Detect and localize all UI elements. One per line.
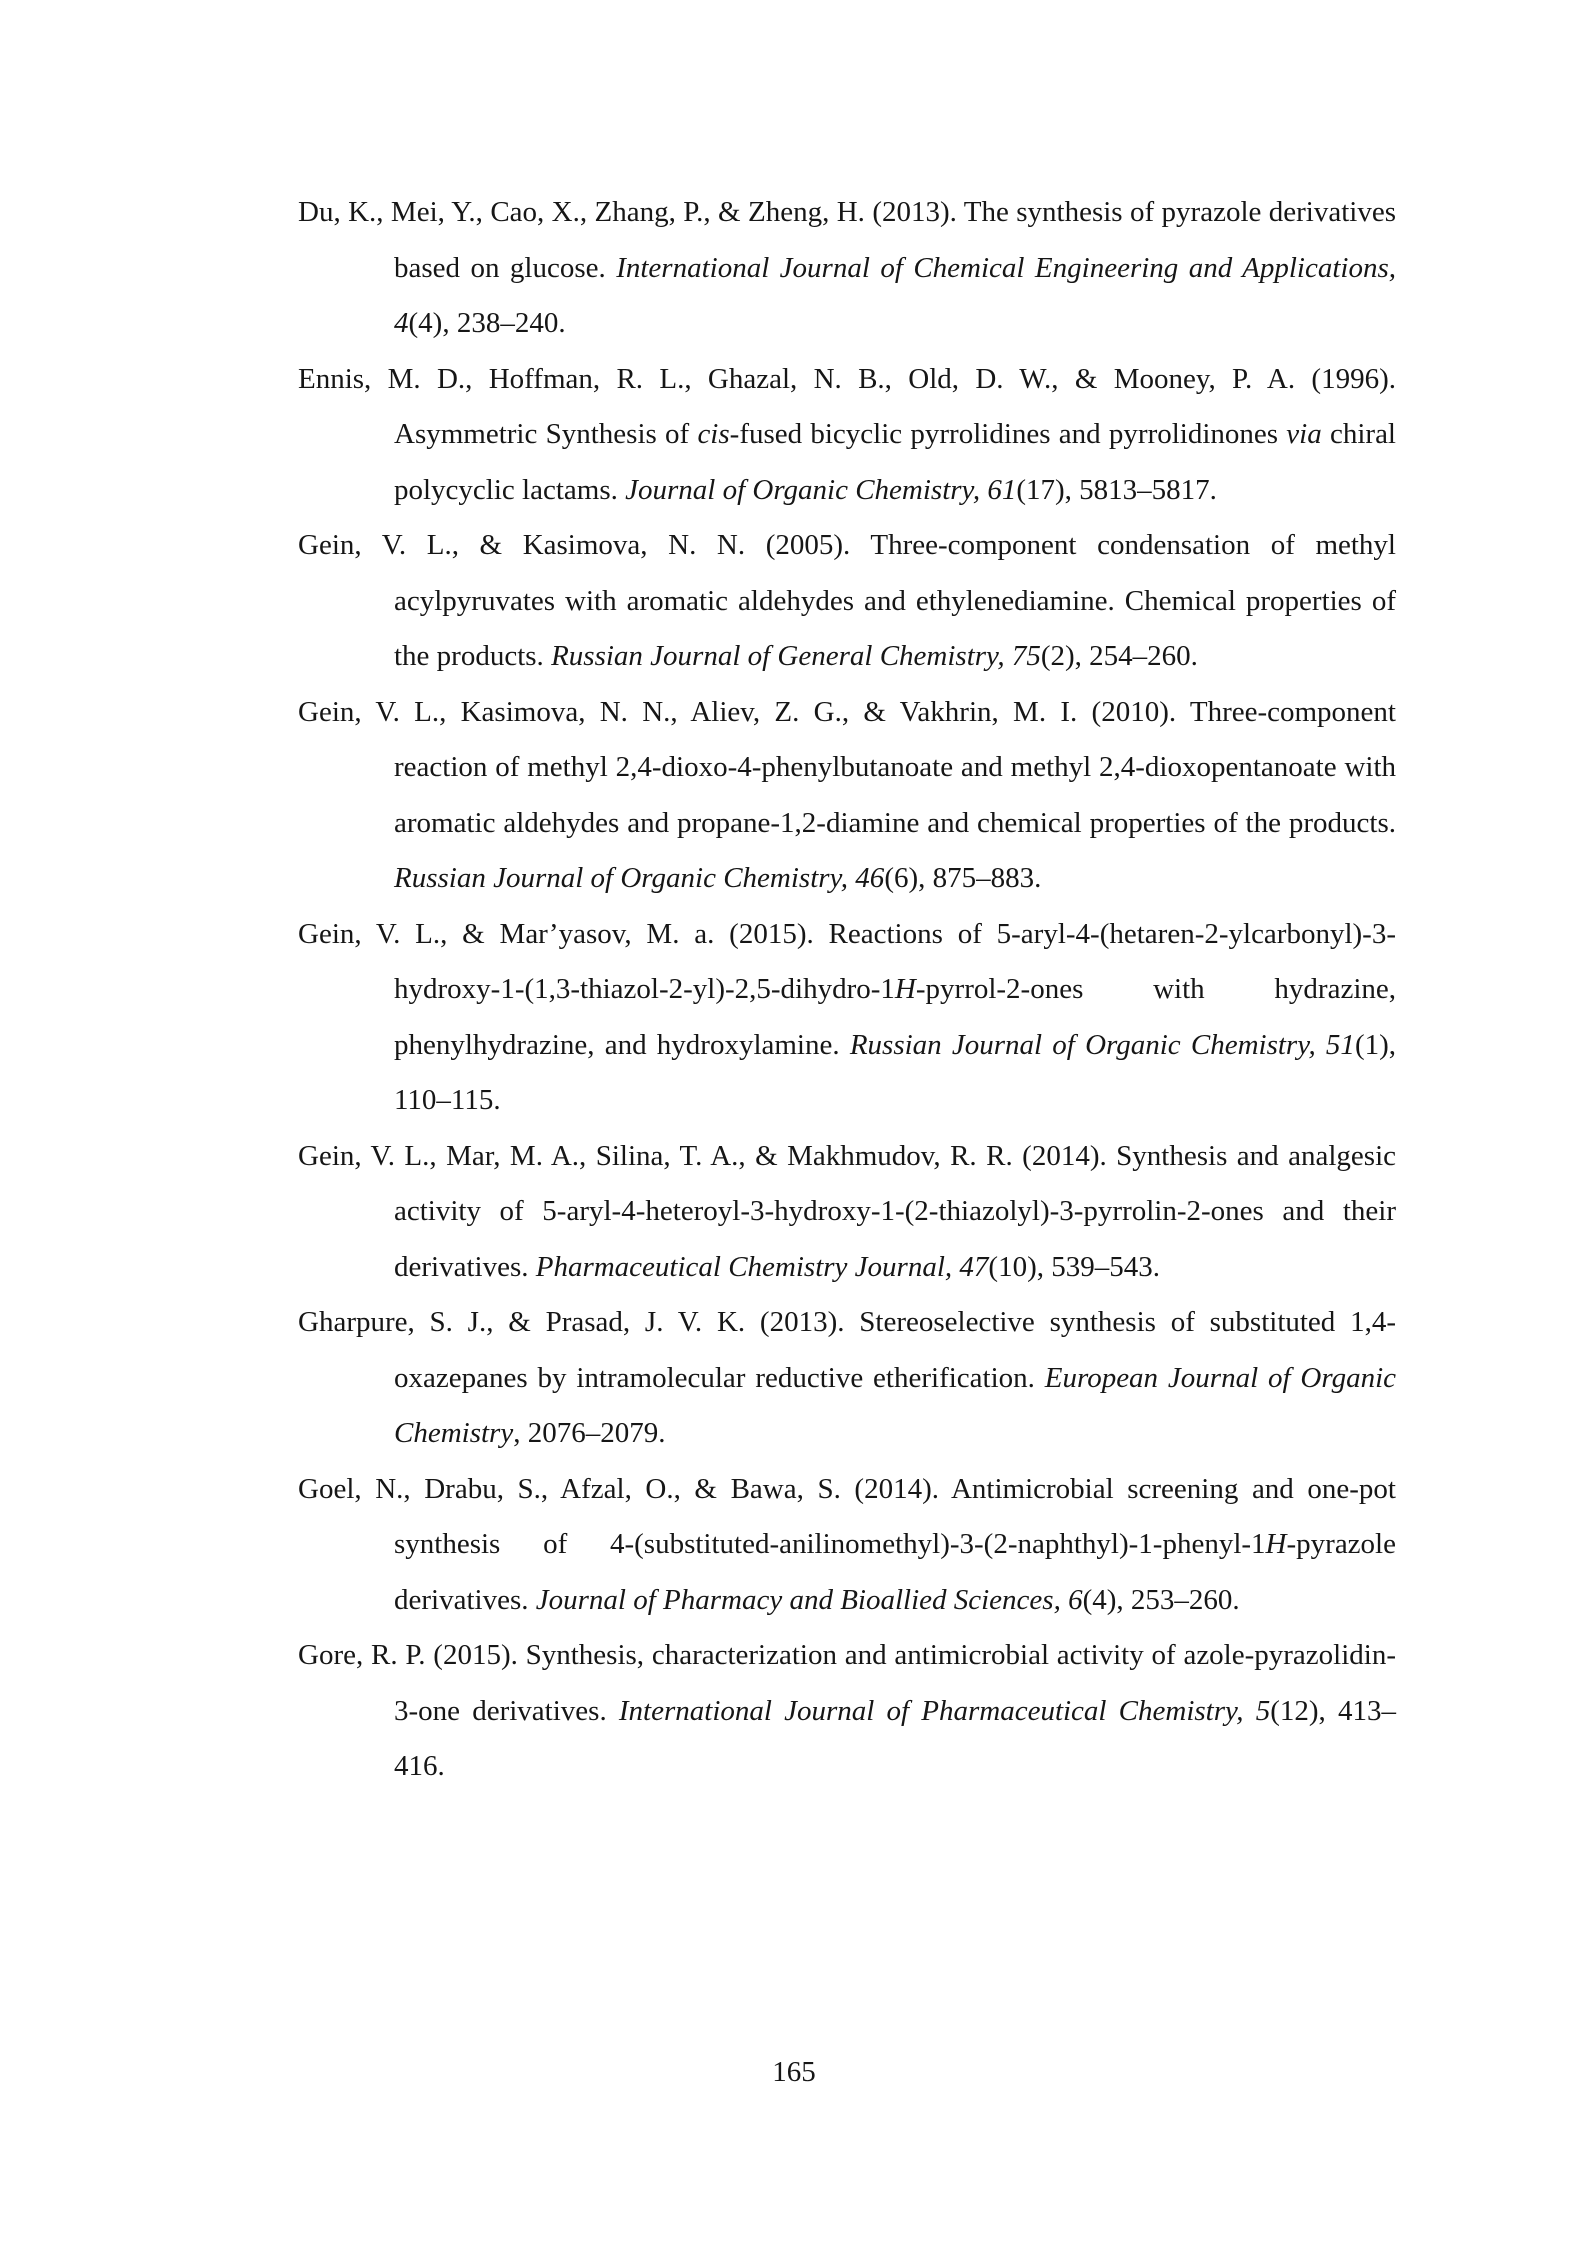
reference-italic-text: Russian Journal of General Chemistry, 75 <box>551 640 1041 672</box>
reference-entry <box>298 518 1396 685</box>
reference-italic-text: International Journal of Chemical Engineering and Applications, 4 <box>394 251 1396 339</box>
reference-text: Gein, V. L., & Mar’yasov, M. a. (2015). Reactions of 5-aryl-4-(hetaren-2-ylcarbonyl)-3-hydroxy-1-(1,3-thiazol-2-yl)-2,5-dihydro-1 <box>298 917 1396 1005</box>
reference-italic-text: H <box>894 973 916 1005</box>
reference-italic-text: Russian Journal of Organic Chemistry, 51 <box>849 1028 1355 1061</box>
reference-italic-text: Journal of Organic Chemistry, 61 <box>625 473 1017 506</box>
reference-text: Gein, V. L., Mar, M. A., Silina, T. A., & Makhmudov, R. R. (2014). Synthesis and analgesic activity of 5-aryl-4-heteroyl-3-hydroxy-1-(2-thiazolyl)-3-pyrrolin-2-ones and their derivatives. <box>298 1139 1396 1283</box>
reference-text: Goel, N., Drabu, S., Afzal, O., & Bawa, S. (2014). Antimicrobial screening and one-pot synthesis of 4-(substituted-anilinomethyl)-3-(2-naphthyl)-1-phenyl-1 <box>298 1472 1396 1560</box>
reference-text: (10), 539–543. <box>988 1250 1160 1283</box>
reference-italic-text: International Journal of Pharmaceutical Chemistry, 5 <box>618 1694 1271 1727</box>
reference-italic-text: European Journal of Organic Chemistry <box>394 1361 1396 1449</box>
reference-italic-text: H <box>1265 1528 1287 1560</box>
reference-entry <box>298 685 1396 907</box>
reference-italic-text: Pharmaceutical Chemistry Journal, 47 <box>535 1250 989 1283</box>
reference-text: -fused bicyclic pyrrolidines and pyrrolidinones <box>729 418 1287 450</box>
reference-italic-text: via <box>1286 418 1322 450</box>
reference-text: -pyrrol-2-ones with hydrazine, phenylhydrazine, and hydroxylamine. <box>394 973 1396 1061</box>
reference-text: chiral polycyclic lactams. <box>394 418 1396 506</box>
reference-list <box>298 185 1396 1795</box>
reference-text: (6), 875–883. <box>884 862 1042 894</box>
reference-italic-text: Journal of Pharmacy and Bioallied Sciences, 6 <box>535 1583 1083 1616</box>
reference-text: Gein, V. L., Kasimova, N. N., Aliev, Z. G., & Vakhrin, M. I. (2010). Three-component reaction of methyl 2,4-dioxo-4-phenylbutanoate and methyl 2,4-dioxopentanoate with aromatic aldehydes and propane-1,2-diamine and chemical properties of the products. <box>298 695 1396 839</box>
reference-entry <box>298 1295 1396 1462</box>
reference-entry <box>298 907 1396 1129</box>
reference-entry <box>298 185 1396 352</box>
reference-text: (1), 110–115. <box>394 1028 1397 1116</box>
reference-text: -pyrazole derivatives. <box>394 1528 1396 1616</box>
page-number: 165 <box>772 2056 816 2088</box>
reference-text: (12), 413–416. <box>394 1694 1396 1782</box>
reference-text: (4), 253–260. <box>1082 1583 1240 1616</box>
reference-entry <box>298 1129 1396 1296</box>
reference-italic-text: Russian Journal of Organic Chemistry, 46 <box>394 862 885 894</box>
reference-entry <box>298 352 1396 519</box>
reference-text: Gore, R. P. (2015). Synthesis, characterization and antimicrobial activity of azole-pyrazolidin-3-one derivatives. <box>298 1639 1396 1727</box>
reference-text: , 2076–2079. <box>513 1417 666 1449</box>
reference-entry <box>298 1628 1396 1795</box>
reference-text: (17), 5813–5817. <box>1016 473 1217 506</box>
reference-text: Ennis, M. D., Hoffman, R. L., Ghazal, N. B., Old, D. W., & Mooney, P. A. (1996). Asymmetric Synthesis of <box>298 362 1396 450</box>
reference-text: (2), 254–260. <box>1040 640 1198 672</box>
reference-text: Du, K., Mei, Y., Cao, X., Zhang, P., & Zheng, H. (2013). The synthesis of pyrazole derivatives based on glucose. <box>298 196 1396 284</box>
reference-text: (4), 238–240. <box>408 307 566 339</box>
reference-text: Gharpure, S. J., & Prasad, J. V. K. (2013). Stereoselective synthesis of substituted 1,4-oxazepanes by intramolecular reductive etherification. <box>298 1306 1396 1394</box>
reference-italic-text: cis <box>697 418 730 450</box>
reference-entry <box>298 1462 1396 1629</box>
reference-text: Gein, V. L., & Kasimova, N. N. (2005). Three-component condensation of methyl acylpyruvates with aromatic aldehydes and ethylenediamine. Chemical properties of the products. <box>298 529 1396 672</box>
